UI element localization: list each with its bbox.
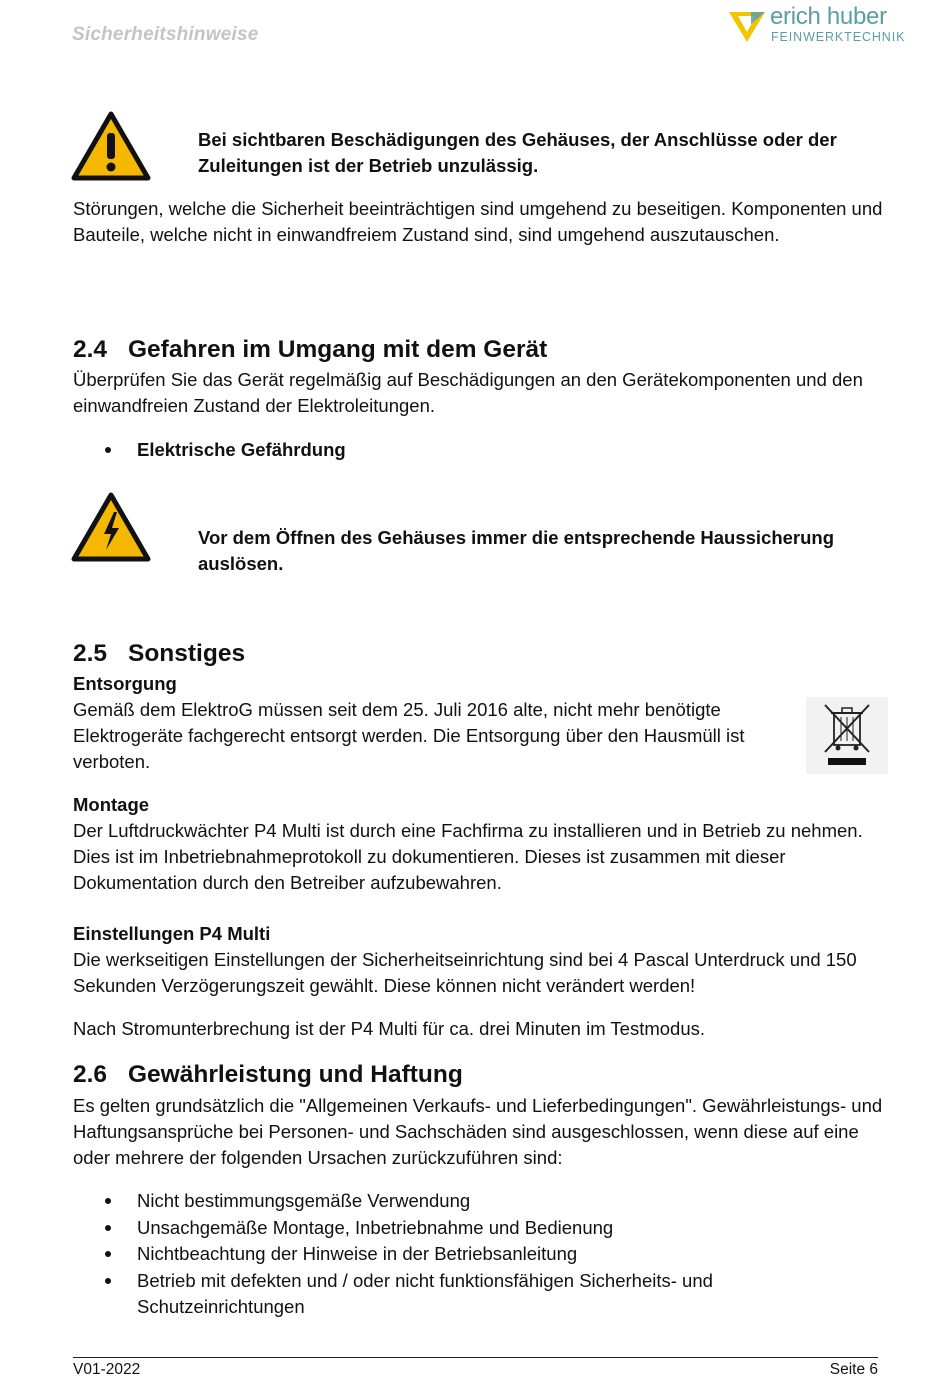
- crossed-out-bin-icon: [806, 697, 888, 774]
- section-heading-2-6: [73, 1060, 463, 1090]
- section-number: 2.6: [73, 1061, 108, 1088]
- footer-version: V01-2022: [73, 1361, 141, 1378]
- section-heading-2-4: [73, 335, 547, 365]
- erich-huber-logo-icon: [727, 10, 767, 44]
- header-title: Sicherheitshinweise: [72, 24, 259, 45]
- hazard-bullet-list: [73, 437, 883, 464]
- list-item: Betrieb mit defekten und / oder nicht funktionsfähigen Sicherheits- und Schutzeinrichtungen: [73, 1268, 883, 1321]
- paragraph-warranty: Es gelten grundsätzlich die "Allgemeinen Verkaufs- und Lieferbedingungen". Gewährleistungs- und Haftungsansprüche bei Personen- und Sachschäden sind ausgeschlossen, wenn diese auf eine oder mehrere der folgenden Ursachen zurückzuführen sind:: [73, 1095, 883, 1168]
- section-title: Gewährleistung und Haftung: [128, 1061, 463, 1088]
- list-item: Elektrische Gefährdung: [73, 437, 883, 464]
- subheading-disposal: Entsorgung: [73, 673, 177, 694]
- paragraph-disposal: Gemäß dem ElektroG müssen seit dem 25. Juli 2016 alte, nicht mehr benötigte Elektrogeräte fachgerecht entsorgt werden. Die Entsorgung über den Hausmüll ist verboten.: [73, 699, 745, 772]
- warning-text-fuse: Vor dem Öffnen des Gehäuses immer die entsprechende Haussicherung auslösen.: [198, 527, 835, 574]
- list-item: Nicht bestimmungsgemäße Verwendung: [73, 1188, 883, 1215]
- logo-subtitle: FEINWERKTECHNIK: [771, 30, 906, 44]
- exclamation-warning-icon: [71, 111, 151, 181]
- paragraph-settings: Die werkseitigen Einstellungen der Sicherheitseinrichtung sind bei 4 Pascal Unterdruck und 150 Sekunden Verzögerungszeit gewählt. Diese können nicht verändert werden!: [73, 949, 857, 996]
- electric-hazard-icon: [71, 492, 151, 562]
- paragraph-inspection: Überprüfen Sie das Gerät regelmäßig auf Beschädigungen an den Gerätekomponenten und den einwandfreien Zustand der Elektroleitungen.: [73, 369, 863, 416]
- warranty-exclusion-list: [73, 1188, 883, 1321]
- subheading-montage: Montage: [73, 794, 150, 815]
- paragraph-power-interruption: Nach Stromunterbrechung ist der P4 Multi für ca. drei Minuten im Testmodus.: [73, 1018, 706, 1039]
- footer-divider: [73, 1357, 878, 1358]
- logo-name: erich huber: [770, 3, 887, 30]
- paragraph-faults: Störungen, welche die Sicherheit beeinträchtigen sind umgehend zu beseitigen. Komponenten und Bauteile, welche nicht in einwandfreiem Zustand sind, sind umgehend auszutauschen.: [73, 198, 883, 245]
- section-heading-2-5: [73, 639, 245, 669]
- section-title: Sonstiges: [128, 640, 246, 667]
- subheading-settings: Einstellungen P4 Multi: [73, 923, 271, 944]
- paragraph-montage: Der Luftdruckwächter P4 Multi ist durch eine Fachfirma zu installieren und in Betrieb zu nehmen. Dies ist im Inbetriebnahmeprotokoll zu dokumentieren. Dieses ist zusammen mit dieser Dokumentation durch den Betreiber aufzubewahren.: [73, 820, 863, 893]
- warning-text-damage: Bei sichtbaren Beschädigungen des Gehäuses, der Anschlüsse oder der Zuleitungen ist der Betrieb unzulässig.: [198, 129, 837, 176]
- section-title: Gefahren im Umgang mit dem Gerät: [128, 336, 548, 363]
- footer-page-number: Seite 6: [829, 1361, 878, 1378]
- list-item: Nichtbeachtung der Hinweise in der Betriebsanleitung: [73, 1241, 883, 1268]
- section-number: 2.4: [73, 336, 108, 363]
- disposal-symbol-box: [806, 697, 888, 774]
- list-item: Unsachgemäße Montage, Inbetriebnahme und Bedienung: [73, 1215, 883, 1242]
- section-number: 2.5: [73, 640, 108, 667]
